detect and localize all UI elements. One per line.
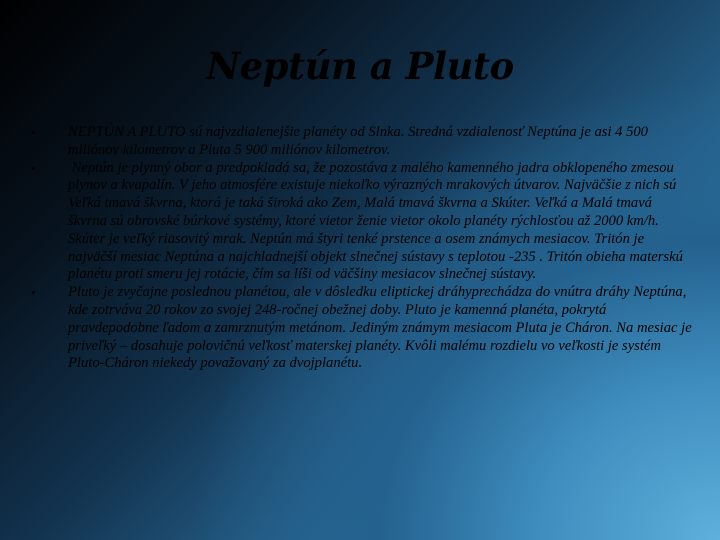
bullet-text: Pluto je zvyčajne poslednou planétou, ale v dôsledku eliptickej dráhyprechádza do vnútra dráhy Neptúna, kde zotrváva 20 rokov zo svojej 248-ročnej obežnej doby. Pluto je kamenná planéta, pokrytá pravdepodobne ľadom a zamrznutým metánom. Jediným známym mesiacom Pluta je Cháron. Na mesiac je priveľký – dosahuje polovičnú veľkosť materskej planéty. Kvôli malému rozdielu vo veľkosti je systém Pluto-Cháron niekedy považovaný za dvojplanétu. xyxy=(68,284,692,372)
bullet-list xyxy=(28,124,692,373)
bullet-text: NEPTÚN A PLUTO sú najvzdialenejšie planéty od Slnka. Stredná vzdialenosť Neptúna je asi 4 500 miliónov kilometrov a Pluta 5 900 miliónov kilometrov. xyxy=(68,124,648,158)
bullet-text: Neptún je plynný obor a predpokladá sa, že pozostáva z malého kamenného jadra obklopeného zmesou plynov a kvapalín. V jeho atmosfére existuje niekoľko výrazných mrakových útvarov. Najväčšie z nich sú Veľká tmavá škvrna, ktorá je taká široká ako Zem, Malá tmavá škvrna a Skúter. Veľká a Malá tmavá škvrna sú obrovské búrkové systémy, ktoré vietor ženie vietor okolo planéty rýchlosťou až 2000 km/h. Skúter je veľký riasovitý mrak. Neptún má štyri tenké prstence a osem známych mesiacov. Tritón je najväčší mesiac Neptúna a najchladnejší objekt slnečnej sústavy s teplotou -235 . Tritón obieha materskú planétu proti smeru jej rotácie, čím sa líši od väčšiny mesiacov slnečnej sústavy. xyxy=(68,159,687,283)
bullet-icon: • xyxy=(31,125,36,140)
bullet-icon: • xyxy=(31,285,36,301)
bullet-item xyxy=(28,284,692,373)
bullet-icon: • xyxy=(31,160,36,176)
bullet-item xyxy=(28,160,692,285)
slide-title: Neptún a Pluto xyxy=(206,44,514,88)
bullet-item xyxy=(28,124,692,160)
